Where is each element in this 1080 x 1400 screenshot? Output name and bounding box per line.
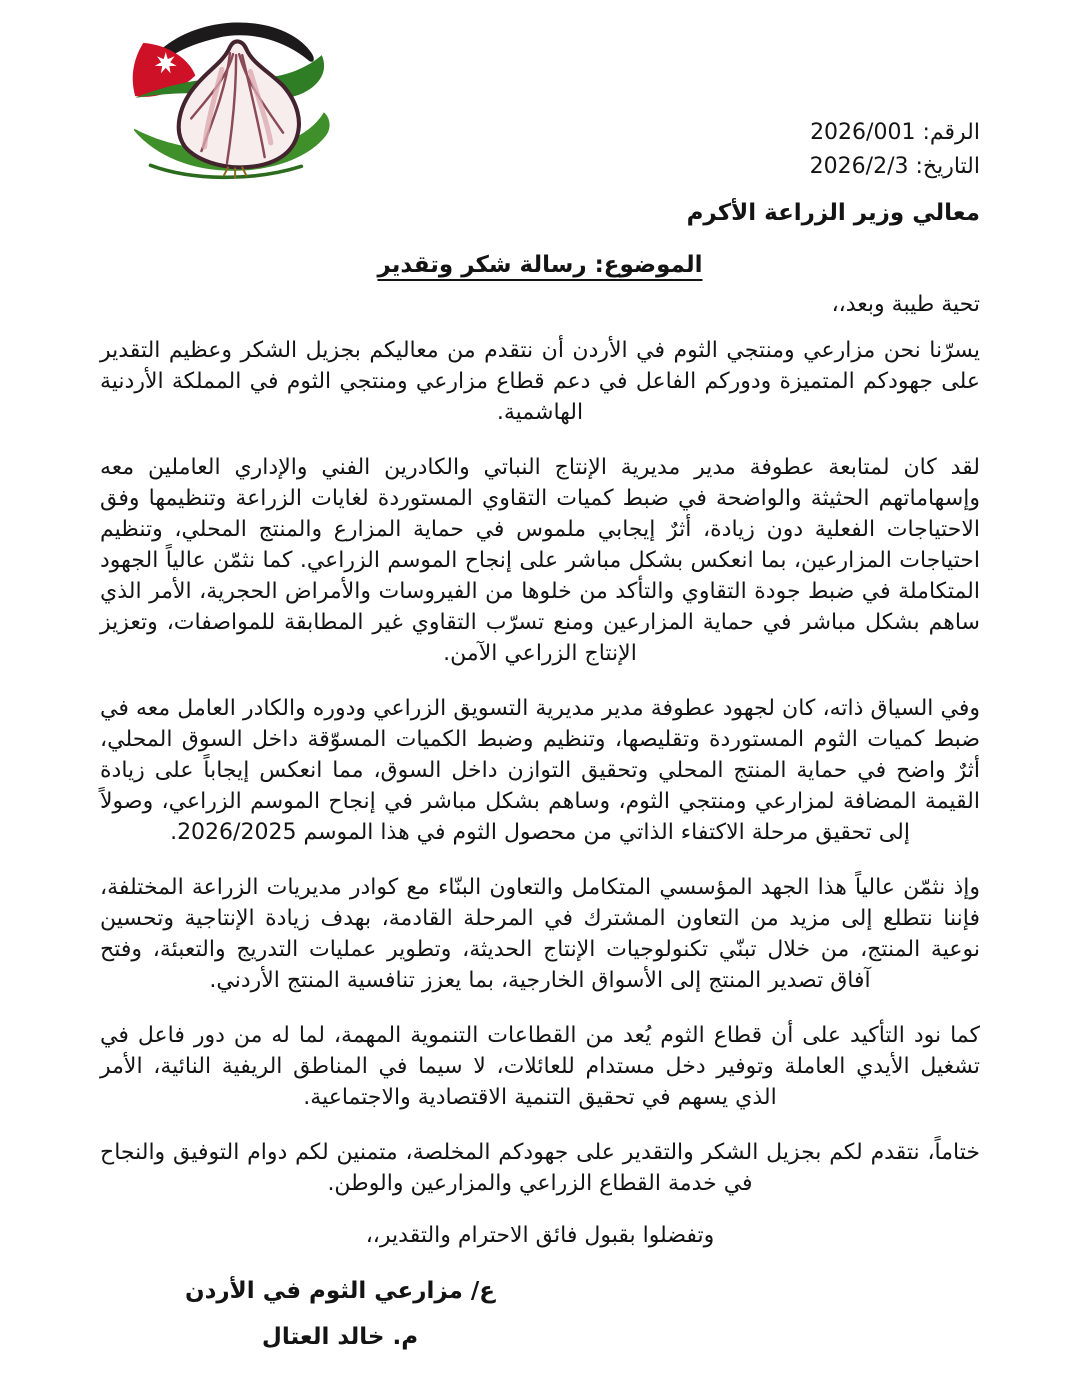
recipient-line: معالي وزير الزراعة الأكرم [686, 200, 980, 226]
letter-content [100, 0, 980, 1350]
signature-on-behalf: ع/ مزارعي الثوم في الأردن [185, 1278, 495, 1304]
signature-block [160, 1278, 520, 1350]
paragraph-future-cooperation: وإذ نثمّن عالياً هذا الجهد المؤسسي المتكامل والتعاون البنّاء مع كوادر مديريات الزراعة المختلفة، فإننا نتطلع إلى مزيد من التعاون المشترك في المرحلة القادمة، بهدف زيادة الإنتاجية وتحسين نوعية المنتج، من خلال تبنّي تكنولوجيات الإنتاج الحديثة، وتطوير عمليات التدريج والتعبئة، وفتح آفاق تصدير المنتج إلى الأسواق الخارجية، بما يعزز تنافسية المنتج الأردني. [100, 875, 980, 993]
letter-date: التاريخ: 2026/2/3 [809, 154, 980, 179]
paragraph-agri-marketing: وفي السياق ذاته، كان لجهود عطوفة مدير مديرية التسويق الزراعي ودوره والكادر العامل معه في ضبط كميات الثوم المستوردة وتقليصها، وتنظيم وضبط الكميات المسوّقة داخل السوق المحلي، أثرٌ واضح في حماية المنتج المحلي وتحقيق التوازن داخل السوق، مما انعكس إيجاباً على زيادة القيمة المضافة لمزارعي ومنتجي الثوم، وساهم بشكل مباشر في إنجاح الموسم الزراعي، وصولاً إلى تحقيق مرحلة الاكتفاء الذاتي من محصول الثوم في هذا الموسم 2026/2025. [100, 696, 980, 845]
subject-line [100, 252, 980, 278]
letter-meta [100, 0, 980, 184]
paragraph-sector-importance: كما نود التأكيد على أن قطاع الثوم يُعد من القطاعات التنموية المهمة، لما له من دور فاعل في تشغيل الأيدي العاملة وتوفير دخل مستدام للعائلات، لا سيما في المناطق الريفية النائية، الأمر الذي يسهم في تحقيق التنمية الاقتصادية والاجتماعية. [100, 1023, 980, 1110]
subject-text: الموضوع: رسالة شكر وتقدير [377, 252, 703, 278]
paragraph-plant-production: لقد كان لمتابعة عطوفة مدير مديرية الإنتاج النباتي والكادرين الفني والإداري العاملين معه وإسهاماتهم الحثيثة والواضحة في ضبط كميات التقاوي المستوردة لغايات الزراعة وتنظيمها وفق الاحتياجات الفعلية دون زيادة، أثرٌ إيجابي ملموس في حماية المزارع والمنتج المحلي، وتنظيم احتياجات المزارعين، بما انعكس بشكل مباشر على إنجاح الموسم الزراعي. كما نثمّن عالياً الجهود المتكاملة في ضبط جودة التقاوي والتأكد من خلوها من الفيروسات والأمراض الحجرية، الأمر الذي ساهم بشكل مباشر في حماية المزارعين ومنع تسرّب التقاوي غير المطابقة للمواصفات، وتعزيز الإنتاج الزراعي الآمن. [100, 455, 980, 666]
closing-salutation: وتفضلوا بقبول فائق الاحترام والتقدير،، [365, 1223, 715, 1248]
paragraph-intro-thanks: يسرّنا نحن مزارعي ومنتجي الثوم في الأردن أن نتقدم من معاليكم بجزيل الشكر وعظيم التقدير على جهودكم المتميزة ودوركم الفاعل في دعم قطاع مزارعي ومنتجي الثوم في المملكة الأردنية الهاشمية. [100, 338, 980, 425]
signature-name: م. خالد العتال [261, 1324, 419, 1350]
greeting-line: تحية طيبة وبعد،، [831, 292, 980, 317]
reference-number: الرقم: 2026/001 [810, 120, 980, 145]
paragraph-final-thanks: ختاماً، نتقدم لكم بجزيل الشكر والتقدير على جهودكم المخلصة، متمنين لكم دوام التوفيق والنجاح في خدمة القطاع الزراعي والمزارعين والوطن. [100, 1140, 980, 1196]
